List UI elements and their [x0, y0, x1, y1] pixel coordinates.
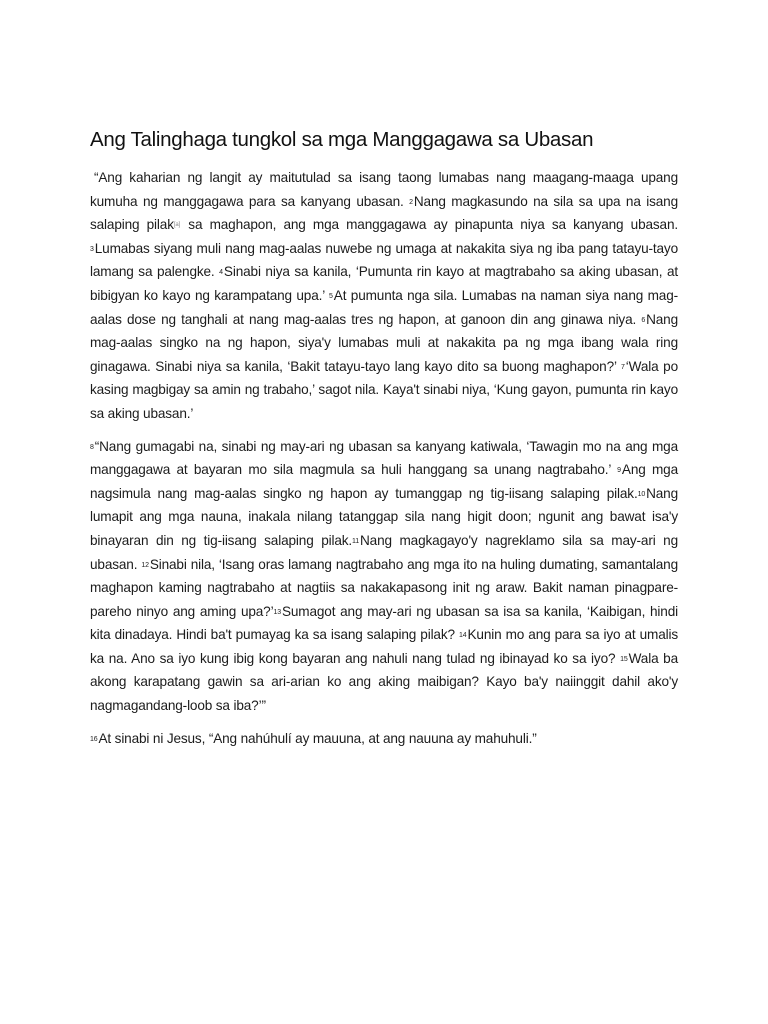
verse-number: 3 [90, 245, 94, 253]
paragraph-text: Nang magkasundo na sila sa upa na isang salaping pilak [90, 193, 678, 233]
paragraph-text: “Nang gumagabi na, sinabi ng may-ari ng ubasan sa kanyang katiwala, ‘Tawagin mo na ang mga manggagawa at bayaran mo sila magmula sa huli hanggang sa unang nagtrabaho.’ [90, 438, 678, 478]
paragraph [90, 166, 678, 426]
paragraph [90, 435, 678, 718]
document-title: Ang Talinghaga tungkol sa mga Manggagawa sa Ubasan [90, 128, 594, 151]
verse-number: 12 [141, 561, 149, 569]
verse-number: 10 [637, 490, 646, 498]
paragraph-text: Kunin mo ang para sa iyo at umalis ka na. Ano sa iyo kung ibig kong bayaran ang nahuli nang tulad ng ibinayad ko sa iyo? [90, 627, 678, 666]
verse-number: 7 [621, 363, 625, 371]
paragraph [90, 727, 678, 751]
paragraph-text: Sumagot ang may-ari ng ubasan sa isa sa kanila, ‘Kaibigan, hindi kita dinadaya. Hindi ba't pumayag ka sa isang salaping pilak? [90, 603, 678, 643]
verse-number: 11 [352, 537, 360, 545]
paragraph-text: Sinabi nila, ‘Isang oras lamang nagtrabaho ang mga ito na huling dumating, samantalang maghapon kaming nagtrabaho at nagtiis sa nakakapasong init ng araw. Bakit naman pinagpare-pareho ninyo ang aming upa?’ [90, 556, 678, 619]
paragraph-text: “Ang kaharian ng langit ay maitutulad sa isang taong lumabas nang maagang-maaga upang kumuha ng manggagawa para sa kanyang ubasan. [90, 170, 678, 209]
paragraph-text: Sinabi niya sa kanila, ‘Pumunta rin kayo at magtrabaho sa aking ubasan, at bibigyan ko kayo ng karampatang upa.’ [90, 264, 678, 303]
verse-number: 13 [273, 608, 281, 616]
paragraph-text: Nang magkagayo'y nagreklamo sila sa may-ari ng ubasan. [90, 532, 678, 572]
paragraph-text: sa maghapon, ang mga manggagawa ay pinapunta niya sa kanyang ubasan. [181, 217, 678, 233]
paragraph-text: Ang mga nagsimula nang mag-aalas singko ng hapon ay tumanggap ng tig-iisang salaping pilak. [90, 462, 679, 501]
paragraph-text: Lumabas siyang muli nang mag-aalas nuwebe ng umaga at nakakita siya ng iba pang tatayu-tayo lamang sa palengke. [90, 240, 678, 280]
paragraph-text: Nang lumapit ang mga nauna, inakala nilang tatanggap sila nang higit doon; ngunit ang bawat isa'y binayaran din ng tig-iisang salaping pilak. [90, 485, 678, 548]
verse-number: 8 [90, 443, 94, 451]
verse-number: 14 [459, 632, 467, 640]
verse-number: 5 [329, 292, 333, 300]
verse-number: 4 [219, 269, 223, 277]
verse-number: 6 [641, 316, 646, 324]
verse-number: 9 [617, 467, 621, 475]
verse-number: 2 [409, 198, 413, 206]
paragraph-text: Wala ba akong karapatang gawin sa ari-arian ko ang aking maibigan? Kayo ba'y naiinggit dahil ako'y nagmagandang-loob sa iba?’” [90, 650, 678, 714]
paragraph-text: Nang mag-aalas singko na ng hapon, siya'y lumabas muli at nakakita pa ng mga ibang wala ring ginagawa. Sinabi niya sa kanila, ‘Bakit tatayu-tayo lang kayo dito sa buong maghapon?’ [90, 311, 678, 374]
paragraph-text: At pumunta nga sila. Lumabas na naman siya nang mag-aalas dose ng tanghali at nang mag-aalas tres ng hapon, at ganoon din ang ginawa niya. [90, 287, 678, 327]
footnote-marker: [a] [173, 222, 181, 229]
verse-number: 15 [620, 655, 628, 663]
verse-number: 16 [90, 735, 98, 743]
paragraph-text: At sinabi ni Jesus, “Ang nahúhulí ay mauuna, at ang nauuna ay mahuhuli.” [98, 730, 537, 746]
document-body [90, 166, 678, 750]
paragraph-text: ‘Wala po kasing magbigay sa amin ng trabaho,’ sagot nila. Kaya't sinabi niya, ‘Kung gayon, pumunta rin kayo sa aking ubasan.’ [90, 358, 678, 421]
document-content [90, 128, 678, 759]
